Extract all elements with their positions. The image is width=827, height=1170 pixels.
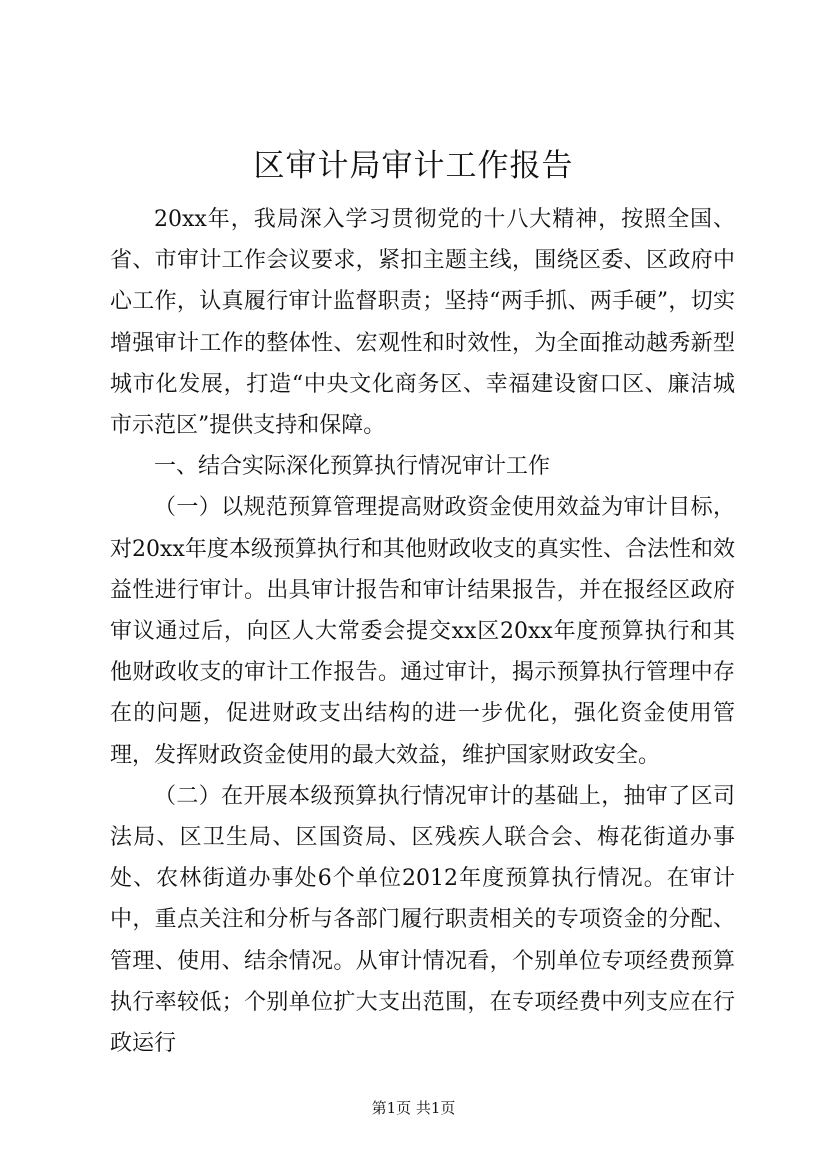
section-heading: 一、结合实际深化预算执行情况审计工作 — [154, 454, 551, 480]
paragraph-item-1: （一）以规范预算管理提高财政资金使用效益为审计目标，对20xx年度本级预算执行和其他财政收支的真实性、合法性和效益性进行审计。出具审计报告和审计结果报告，并在报经区政府审议通过后，向区人大常委会提交xx区20xx年度预算执行和其他财政收支的审计工作报告。通过审计，揭示预算执行管理中存在的问题，促进财政支出结构的进一步优化，强化资金使用管理，发挥财政资金使用的最大效益，维护国家财政安全。 — [110, 495, 735, 768]
paragraph-item-2: （二）在开展本级预算执行情况审计的基础上，抽审了区司法局、区卫生局、区国资局、区残疾人联合会、梅花街道办事处、农林街道办事处6个单位2012年度预算执行情况。在审计中，重点关注和分析与各部门履行职责相关的专项资金的分配、管理、使用、结余情况。从审计情况看，个别单位专项经费预算执行率较低；个别单位扩大支出范围，在专项经费中列支应在行政运行 — [110, 783, 735, 1057]
document-body — [110, 199, 735, 1064]
page-footer: 第1页 共1页 — [371, 1099, 456, 1117]
document-title: 区审计局审计工作报告 — [253, 148, 574, 184]
paragraph-intro: 20xx年，我局深入学习贯彻党的十八大精神，按照全国、省、市审计工作会议要求，紧扣主题主线，围绕区委、区政府中心工作，认真履行审计监督职责；坚持“两手抓、两手硬”，切实增强审计工作的整体性、宏观性和时效性，为全面推动越秀新型城市化发展，打造“中央文化商务区、幸福建设窗口区、廉洁城市示范区”提供支持和保障。 — [110, 207, 735, 439]
